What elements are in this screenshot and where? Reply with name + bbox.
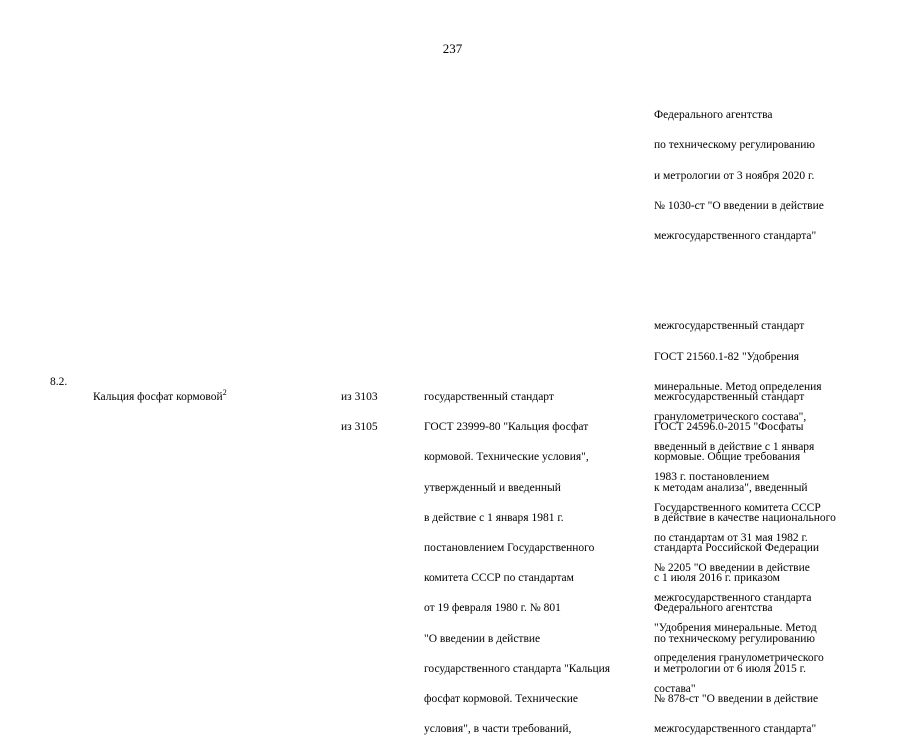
tn-ved-codes [341, 375, 378, 450]
text-line: и метрологии от 3 ноября 2020 г. [654, 169, 815, 182]
text-line: в действие с 1 января 1981 г. [424, 511, 564, 524]
text-line: минеральные. Метод определения [654, 380, 822, 393]
text-line: к методам анализа", введенный [654, 481, 808, 494]
text-line: Федерального агентства [654, 602, 773, 615]
text-line: № 2205 "О введении в действие [654, 561, 810, 574]
text-line: "Удобрения минеральные. Метод [654, 622, 817, 635]
text-line: "О введении в действие [424, 632, 541, 645]
paragraph-gap [654, 274, 884, 289]
text-line: кормовые. Общие требования [654, 451, 801, 464]
text-line: ГОСТ 21560.1-82 "Удобрения [654, 350, 800, 363]
continuation-block-1 [654, 93, 884, 259]
product-name [93, 375, 227, 405]
text-line: и метрологии от 6 июля 2015 г. [654, 662, 806, 675]
text-line: Федерального агентства [654, 109, 773, 122]
text-line: межгосударственного стандарта" [654, 229, 817, 242]
text-line: государственный стандарт [424, 391, 554, 404]
text-line: по техническому регулированию [654, 139, 816, 152]
text-line: по стандартам от 31 мая 1982 г. [654, 531, 808, 544]
text-line: состава" [654, 682, 696, 695]
text-line: ГОСТ 24596.0-2015 "Фосфаты [654, 421, 804, 434]
code-line: из 3103 [341, 391, 378, 404]
text-line: фосфат кормовой. Технические [424, 692, 578, 705]
text-line: условия", в части требований, [424, 723, 572, 736]
text-line: ГОСТ 23999-80 "Кальция фосфат [424, 421, 589, 434]
old-standard-cell [424, 375, 644, 752]
text-line: стандарта Российской Федерации [654, 542, 820, 555]
text-line: межгосударственный стандарт [654, 391, 805, 404]
text-line: утвержденный и введенный [424, 481, 561, 494]
text-line: по техническому регулированию [654, 632, 816, 645]
text-line: № 878-ст "О введении в действие [654, 692, 819, 705]
text-line: межгосударственного стандарта [654, 592, 812, 605]
row-number: 8.2. [50, 376, 68, 388]
text-line: межгосударственного стандарта" [654, 723, 817, 736]
text-line: от 19 февраля 1980 г. № 801 [424, 602, 561, 615]
text-line: гранулометрического состава", [654, 410, 807, 423]
text-line: в действие в качестве национального [654, 511, 836, 524]
text-line: межгосударственный стандарт [654, 320, 805, 333]
text-line: Государственного комитета СССР [654, 501, 821, 514]
text-line: государственного стандарта "Кальция [424, 662, 611, 675]
text-line: с 1 июля 2016 г. приказом [654, 572, 780, 585]
text-line: № 1030-ст "О введении в действие [654, 199, 824, 212]
text-line: введенный в действие с 1 января [654, 441, 815, 454]
text-line: 1983 г. постановлением [654, 471, 770, 484]
footnote-marker: 2 [222, 388, 227, 398]
text-line: определения гранулометрического [654, 652, 824, 665]
new-standard-cell [654, 375, 894, 752]
text-line: комитета СССР по стандартам [424, 572, 574, 585]
product-name-text: Кальция фосфат кормовой [93, 391, 223, 404]
text-line: постановлением Государственного [424, 542, 595, 555]
page-number: 237 [442, 41, 463, 56]
code-line: из 3105 [341, 421, 378, 434]
text-line: кормовой. Технические условия", [424, 451, 589, 464]
